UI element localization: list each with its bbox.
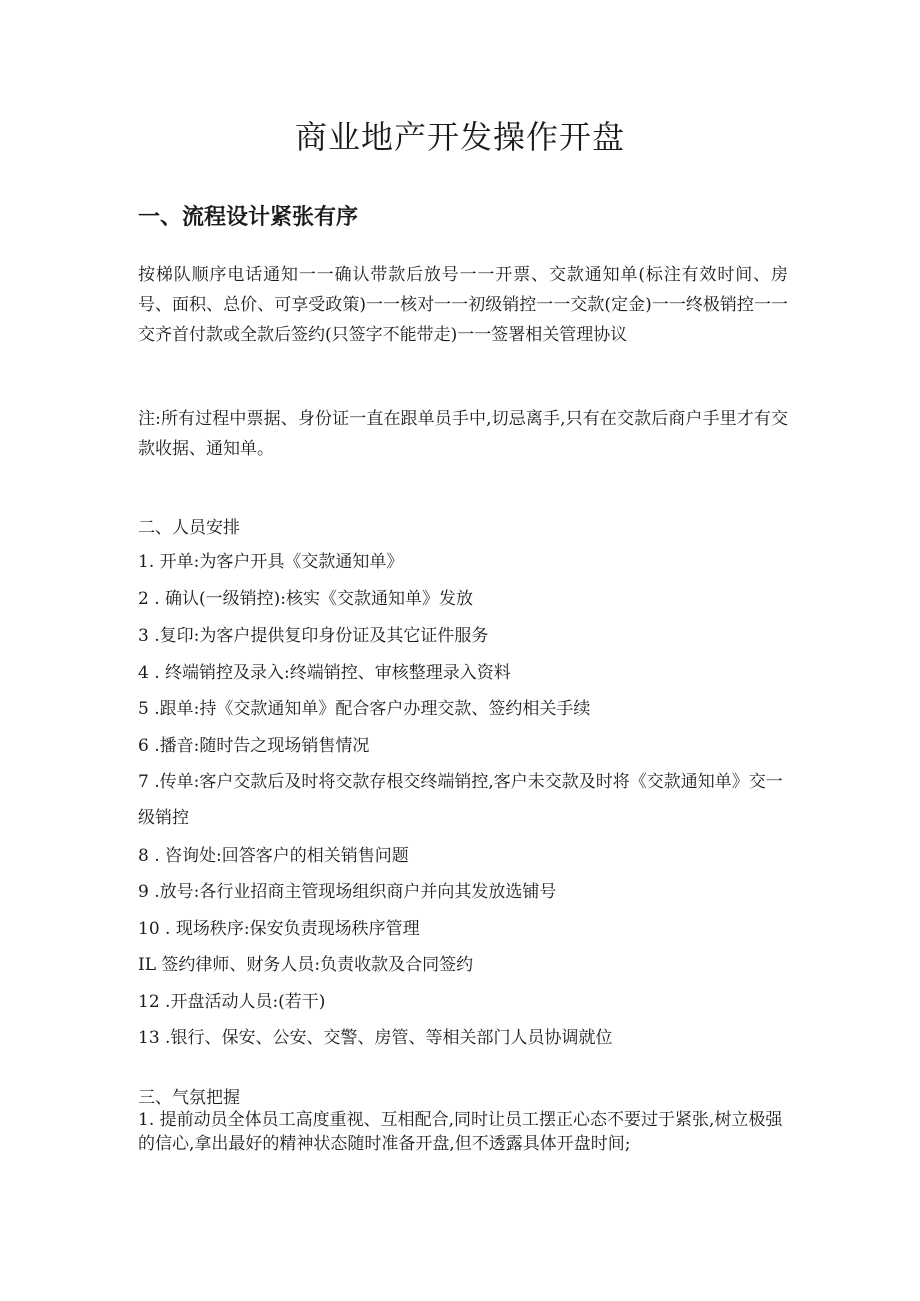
list-item: IL 签约律师、财务人员:负责收款及合同签约 — [138, 955, 474, 975]
atmosphere-item-1: 1. 提前动员全体员工高度重视、互相配合,同时让员工摆正心态不要过于紧张,树立极强的信心,拿出最好的精神状态随时准备开盘,但不透露具体开盘时间; — [138, 1110, 783, 1154]
section-3-heading: 三、气氛把握 — [138, 1088, 240, 1108]
list-item: 13 .银行、保安、公安、交警、房管、等相关部门人员协调就位 — [138, 1028, 613, 1048]
list-item: 12 .开盘活动人员:(若干) — [138, 992, 326, 1012]
list-item: 10 . 现场秩序:保安负责现场秩序管理 — [138, 919, 420, 939]
list-item: 8 . 咨询处:回答客户的相关销售问题 — [138, 846, 409, 866]
list-item: 3 .复印:为客户提供复印身份证及其它证件服务 — [138, 626, 489, 646]
section-1-heading: 一、流程设计紧张有序 — [138, 205, 359, 230]
list-item: 4 . 终端销控及录入:终端销控、审核整理录入资料 — [138, 663, 511, 683]
list-item: 2 . 确认(一级销控):核实《交款通知单》发放 — [138, 589, 474, 609]
document-title: 商业地产开发操作开盘 — [294, 118, 625, 156]
flow-paragraph: 按梯队顺序电话通知一一确认带款后放号一一开票、交款通知单(标注有效时间、房号、面积、总价、可享受政策)一一核对一一初级销控一一交款(定金)一一终极销控一一交齐首付款或全款后签约(只签字不能带走)一一签署相关管理协议 — [138, 265, 788, 345]
list-item: 9 .放号:各行业招商主管现场组织商户并向其发放选铺号 — [138, 882, 557, 902]
list-item: 7 .传单:客户交款后及时将交款存根交终端销控,客户未交款及时将《交款通知单》交一级销控 — [138, 772, 783, 828]
list-item: 5 .跟单:持《交款通知单》配合客户办理交款、签约相关手续 — [138, 699, 591, 719]
list-item: 6 .播音:随时告之现场销售情况 — [138, 736, 370, 756]
section-2-heading: 二、人员安排 — [138, 518, 240, 538]
list-item: 1. 开单:为客户开具《交款通知单》 — [138, 552, 404, 572]
note-paragraph: 注:所有过程中票据、身份证一直在跟单员手中,切忌离手,只有在交款后商户手里才有交款收据、通知单。 — [138, 409, 788, 459]
